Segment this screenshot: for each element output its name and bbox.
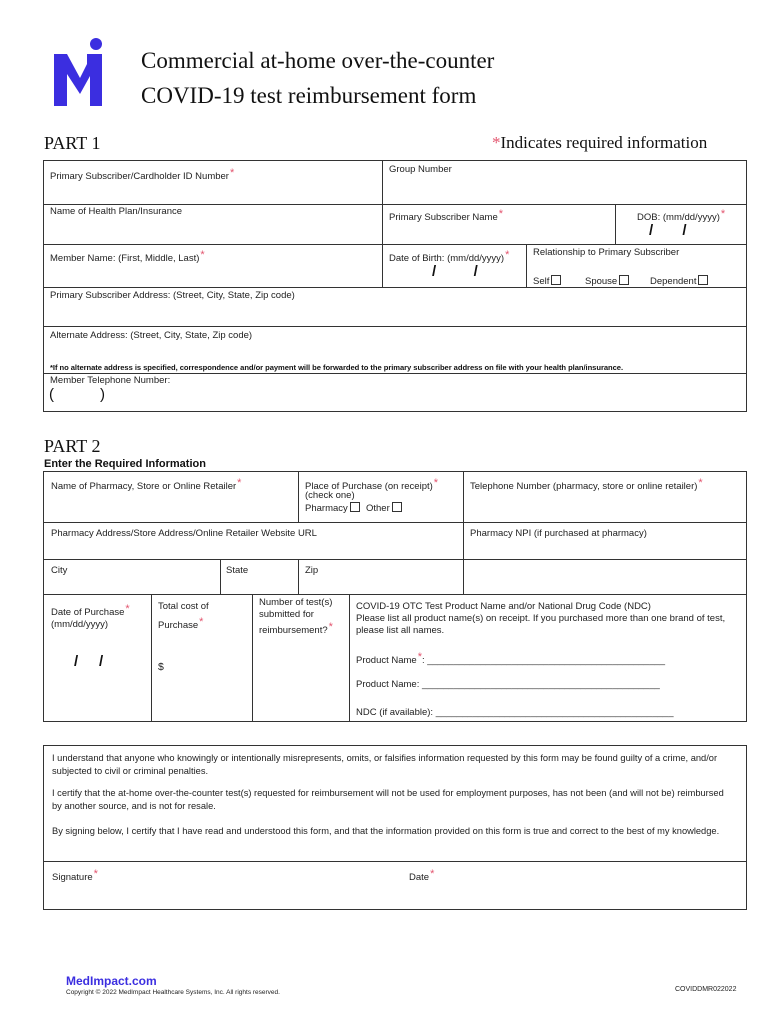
purchase-date-slashes: / / (74, 653, 104, 670)
relationship-label: Relationship to Primary Subscriber (533, 247, 680, 258)
footer-form-code: COVIDDMR022022 (675, 986, 737, 993)
required-note-text: Indicates required information (500, 133, 708, 152)
relationship-self[interactable]: Self (533, 275, 561, 288)
part2-subheading: Enter the Required Information (44, 458, 206, 470)
place-of-purchase-label: Place of Purchase (on receipt)* (305, 477, 439, 492)
group-number-label[interactable]: Group Number (389, 164, 452, 175)
date-label[interactable]: Date* (409, 868, 435, 883)
part2-heading: PART 2 (44, 436, 101, 456)
dependent-checkbox[interactable] (698, 275, 708, 285)
self-checkbox[interactable] (551, 275, 561, 285)
zip-label[interactable]: Zip (305, 565, 319, 576)
spouse-checkbox[interactable] (619, 275, 629, 285)
certification-para3: By signing below, I certify that I have read and understood this form, and that the information provided on this form is true and correct to the best of my knowledge. (52, 826, 720, 836)
product-name-1[interactable]: Product Name*: _____________________________________________ (356, 651, 666, 666)
num-tests-line2: submitted for (259, 609, 314, 620)
medimpact-logo-icon (54, 38, 106, 106)
certification-para1: I understand that anyone who knowingly or intentionally misrepresents, omits, or falsifies information requested by this form may be found guilty of a crime, and/or subjected to civil or criminal penalties. (52, 753, 718, 776)
product-title: COVID-19 OTC Test Product Name and/or National Drug Code (NDC) (356, 601, 651, 612)
required-note (492, 133, 707, 153)
pharmacy-npi-label[interactable]: Pharmacy NPI (if purchased at pharmacy) (470, 528, 647, 539)
subscriber-name-label[interactable]: Primary Subscriber Name* (389, 208, 504, 223)
num-tests-label[interactable]: Number of test(s) (259, 597, 333, 608)
relationship-spouse[interactable]: Spouse (585, 275, 629, 288)
place-other-option[interactable]: Other (366, 502, 402, 515)
certification-para2: I certify that the at-home over-the-counter test(s) requested for reimbursement will not be used for employment purposes, has not been (and will not be) reimbursed by another source, and is not for resale. (52, 788, 724, 811)
telephone-label[interactable]: Member Telephone Number: (50, 375, 171, 386)
subscriber-dob-label[interactable]: DOB: (mm/dd/yyyy)* (637, 208, 726, 223)
member-name-label[interactable]: Member Name: (First, Middle, Last)* (50, 249, 205, 264)
footer-brand[interactable]: MedImpact.com (66, 974, 157, 988)
alternate-address-label[interactable]: Alternate Address: (Street, City, State, Zip code) (50, 330, 253, 341)
part1-heading: PART 1 (44, 133, 101, 153)
dollar-sign: $ (158, 661, 164, 673)
place-pharmacy-option[interactable]: Pharmacy (305, 502, 360, 515)
alternate-address-note: *If no alternate address is specified, correspondence and/or payment will be forwarded to the primary subscriber address on file with your health plan/insurance. (50, 363, 624, 372)
relationship-dependent[interactable]: Dependent (650, 275, 708, 288)
pharmacy-checkbox[interactable] (350, 502, 360, 512)
pharmacy-telephone-label[interactable]: Telephone Number (pharmacy, store or online retailer)* (470, 477, 703, 492)
total-cost-purchase: Purchase* (158, 616, 204, 631)
member-dob-slashes: / / (432, 263, 478, 280)
product-description: Please list all product name(s) on receipt. If you purchased more than one brand of test, please list all names. (356, 613, 726, 636)
date-of-purchase-format: (mm/dd/yyyy) (51, 619, 108, 630)
signature-label[interactable]: Signature* (52, 868, 98, 883)
pharmacy-name-label[interactable]: Name of Pharmacy, Store or Online Retailer* (51, 477, 242, 492)
subscriber-address-label[interactable]: Primary Subscriber Address: (Street, City, State, Zip code) (50, 290, 295, 301)
num-tests-line3: reimbursement?* (259, 621, 333, 636)
ndc-field[interactable]: NDC (if available): _____________________________________________ (356, 707, 674, 718)
subscriber-dob-slashes: / / (649, 222, 687, 239)
date-of-purchase-label[interactable]: Date of Purchase* (51, 603, 130, 618)
health-plan-label[interactable]: Name of Health Plan/Insurance (50, 206, 183, 217)
other-checkbox[interactable] (392, 502, 402, 512)
total-cost-label[interactable]: Total cost of (158, 601, 209, 612)
subscriber-id-label[interactable]: Primary Subscriber/Cardholder ID Number* (50, 167, 235, 182)
required-note-star: * (492, 133, 501, 152)
footer-copyright: Copyright © 2022 MedImpact Healthcare Systems, Inc. All rights reserved. (66, 989, 280, 996)
pharmacy-address-label[interactable]: Pharmacy Address/Store Address/Online Retailer Website URL (51, 528, 317, 539)
phone-close-paren: ) (100, 386, 105, 403)
state-label[interactable]: State (226, 565, 249, 576)
city-label[interactable]: City (51, 565, 68, 576)
product-name-2[interactable]: Product Name: _____________________________________________ (356, 679, 660, 690)
phone-open-paren: ( (49, 386, 54, 403)
member-dob-label[interactable]: Date of Birth: (mm/dd/yyyy)* (389, 249, 510, 264)
place-check-one: (check one) (305, 490, 355, 501)
form-title-line2: COVID-19 test reimbursement form (141, 83, 477, 108)
form-title-line1: Commercial at-home over-the-counter (141, 48, 495, 73)
